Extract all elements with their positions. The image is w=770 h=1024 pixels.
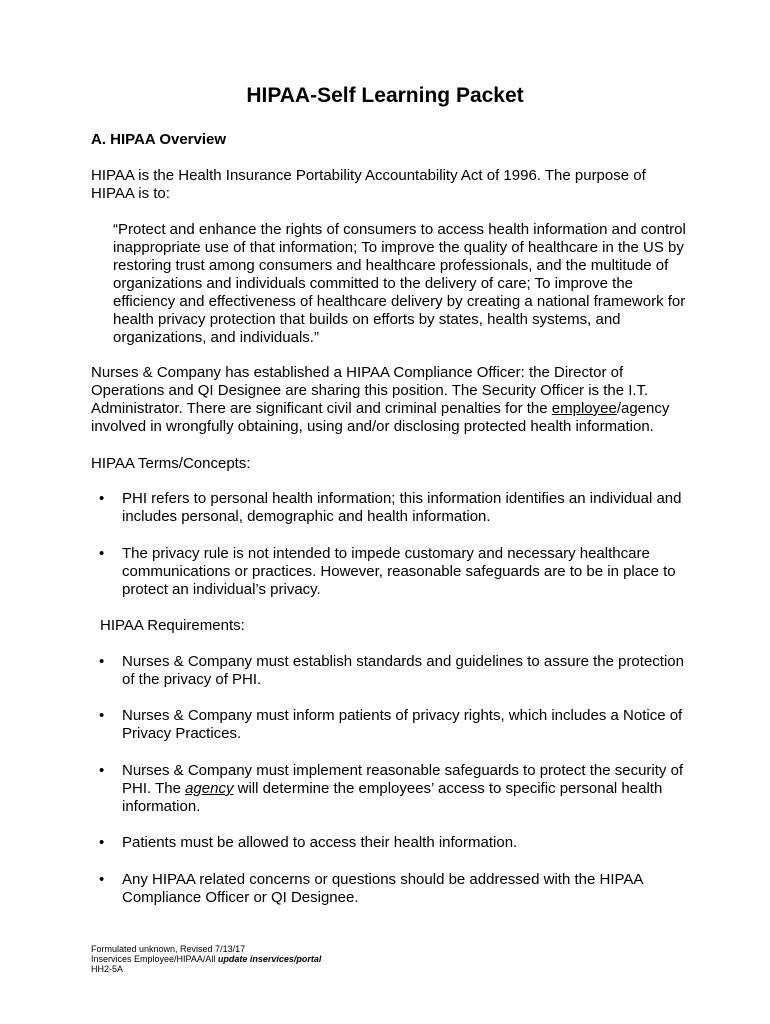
list-item: • Nurses & Company must inform patients of privacy rights, which includes a Notice of Privacy Practices. <box>99 707 683 742</box>
requirements-list-1 <box>91 653 691 689</box>
requirements-list-2 <box>91 707 691 743</box>
requirements-list-5 <box>91 871 691 907</box>
officer-text-after: /agency involved in wrongfully obtaining, using and/or disclosing protected health information. <box>91 400 670 435</box>
list-item: • Nurses & Company must establish standards and guidelines to assure the protection of the privacy of PHI. <box>99 653 684 688</box>
bullet-icon: • <box>99 707 105 724</box>
bullet-icon: • <box>99 762 105 779</box>
footer-path: Inservices Employee/HIPAA/All update inservices/portal <box>91 954 322 964</box>
officer-text-before: Nurses & Company has established a HIPAA Compliance Officer: the Director of Operations and QI Designee are sharing this position. The Security Officer is the I.T. Administrator. There are significant civil and criminal penalties for the <box>91 364 649 417</box>
compliance-officer-paragraph <box>91 364 691 436</box>
terms-list-2 <box>91 545 691 599</box>
bullet-icon: • <box>99 871 105 888</box>
terms-heading: HIPAA Terms/Concepts: <box>91 455 251 472</box>
page-title: HIPAA-Self Learning Packet <box>246 84 524 107</box>
footer-code: HH2-5A <box>91 964 124 974</box>
list-item: • Any HIPAA related concerns or questions should be addressed with the HIPAA Compliance Officer or QI Designee. <box>99 871 643 906</box>
list-item: • The privacy rule is not intended to impede customary and necessary healthcare communications or practices. However, reasonable safeguards are to be in place to protect an individual’s privacy. <box>99 545 676 598</box>
agency-emphasis: agency <box>185 780 234 797</box>
requirements-list-3 <box>91 762 691 816</box>
terms-list <box>91 490 691 526</box>
list-item: • Patients must be allowed to access their health information. <box>99 834 518 851</box>
requirements-list-4 <box>91 834 691 852</box>
footer-revision: Formulated unknown, Revised 7/13/17 <box>91 944 246 954</box>
bullet-icon: • <box>99 653 105 670</box>
bullet-icon: • <box>99 834 105 851</box>
list-item: • Nurses & Company must implement reasonable safeguards to protect the security of PHI. The agency will determine the employees’ access to specific personal health information. <box>99 762 684 815</box>
bullet-icon: • <box>99 545 105 562</box>
document-footer <box>91 944 321 974</box>
requirements-heading: HIPAA Requirements: <box>100 617 245 634</box>
purpose-quote: “Protect and enhance the rights of consumers to access health information and control inappropriate use of that information; To improve the quality of healthcare in the US by restoring trust among consumers and healthcare professionals, and the multitude of organizations and individuals committed to the delivery of care; To improve the efficiency and effectiveness of healthcare delivery by creating a national framework for health privacy protection that builds on efforts by states, health systems, and organizations, and individuals.” <box>113 221 686 346</box>
section-heading-overview: A. HIPAA Overview <box>91 131 227 148</box>
bullet-icon: • <box>99 490 105 507</box>
intro-paragraph: HIPAA is the Health Insurance Portability Accountability Act of 1996. The purpose of HIPAA is to: <box>91 167 646 202</box>
employee-underlined: employee <box>551 400 617 417</box>
list-item: • PHI refers to personal health information; this information identifies an individual and includes personal, demographic and health information. <box>99 490 682 525</box>
